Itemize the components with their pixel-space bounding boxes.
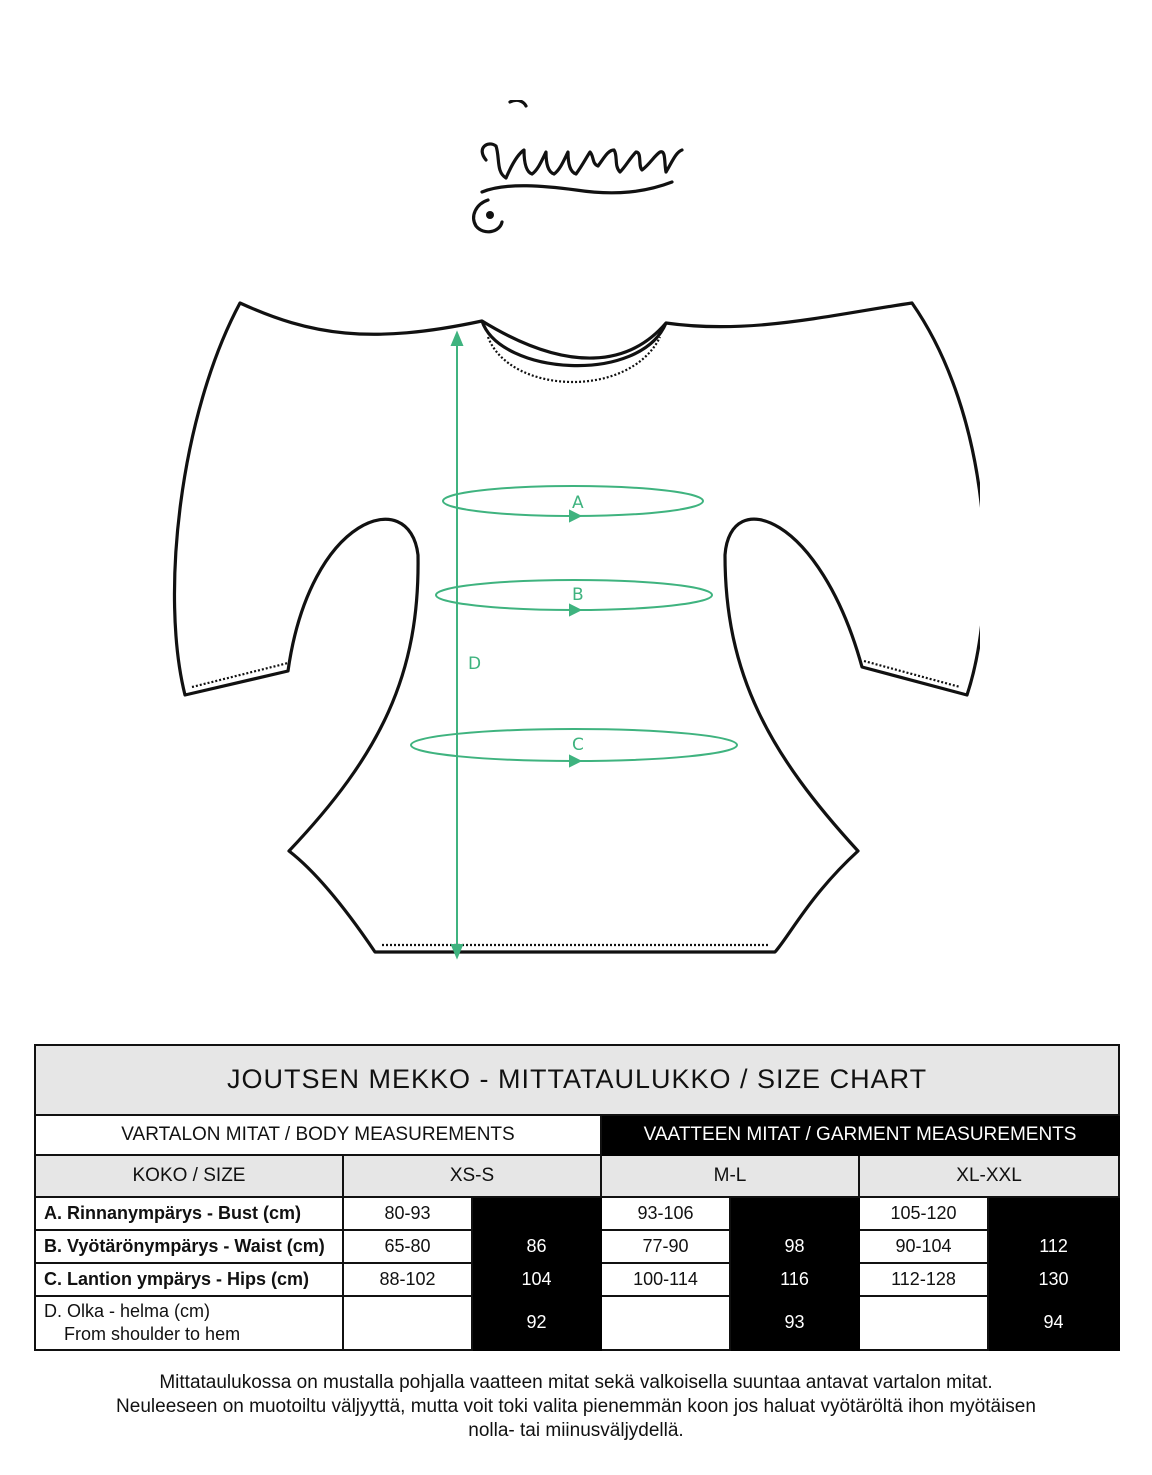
vuurran-logo xyxy=(466,100,696,250)
arrow-c-icon xyxy=(570,756,580,766)
cell-garment xyxy=(472,1197,601,1230)
cell-garment xyxy=(988,1197,1119,1230)
cell-body xyxy=(601,1296,730,1350)
cell-garment: 92 xyxy=(472,1296,601,1350)
row-label-hips: C. Lantion ympärys - Hips (cm) xyxy=(35,1263,343,1296)
body-measurements-header: VARTALON MITAT / BODY MEASUREMENTS xyxy=(35,1115,601,1155)
cell-body: 90-104 xyxy=(859,1230,988,1263)
size-chart xyxy=(34,1044,1120,1351)
label-a: A xyxy=(572,493,584,513)
logo-dot-icon xyxy=(486,211,494,219)
size-xl-xxl: XL-XXL xyxy=(859,1155,1119,1197)
cell-garment: 112 xyxy=(988,1230,1119,1263)
label-c: C xyxy=(572,735,584,755)
cell-body: 80-93 xyxy=(343,1197,472,1230)
size-label: KOKO / SIZE xyxy=(35,1155,343,1197)
footnote-line-3: nolla- tai miinusväljydellä. xyxy=(468,1420,684,1442)
cell-garment xyxy=(730,1197,859,1230)
cell-body xyxy=(859,1296,988,1350)
label-b: B xyxy=(572,585,584,605)
row-label-length xyxy=(35,1296,343,1350)
size-xs-s: XS-S xyxy=(343,1155,601,1197)
footnote-line-1: Mittataulukossa on mustalla pohjalla vaatteen mitat sekä valkoisella suuntaa antavat vartalon mitat. xyxy=(159,1372,993,1393)
table-row xyxy=(35,1296,1119,1350)
garment-outline xyxy=(174,303,980,952)
cell-body xyxy=(343,1296,472,1350)
neckline-rib xyxy=(488,337,660,382)
cell-body: 77-90 xyxy=(601,1230,730,1263)
cell-garment: 98 xyxy=(730,1230,859,1263)
cell-garment: 93 xyxy=(730,1296,859,1350)
cell-garment: 94 xyxy=(988,1296,1119,1350)
cell-body: 65-80 xyxy=(343,1230,472,1263)
footnote-line-2: Neuleeseen on muotoiltu väljyyttä, mutta voit toki valita pienemmän koon jos haluat vyötäröltä ihon myötäisen xyxy=(116,1396,1036,1418)
cell-garment: 116 xyxy=(730,1263,859,1296)
cell-body: 100-114 xyxy=(601,1263,730,1296)
size-m-l: M-L xyxy=(601,1155,859,1197)
cell-garment: 130 xyxy=(988,1263,1119,1296)
label-d: D xyxy=(468,654,482,674)
row-label-length-en: From shoulder to hem xyxy=(64,1324,241,1344)
cell-body: 93-106 xyxy=(601,1197,730,1230)
arrow-b-icon xyxy=(570,605,580,615)
neckline xyxy=(482,321,666,366)
row-label-bust: A. Rinnanympärys - Bust (cm) xyxy=(35,1197,343,1230)
cell-body: 88-102 xyxy=(343,1263,472,1296)
garment-measurements-header: VAATTEEN MITAT / GARMENT MEASUREMENTS xyxy=(601,1115,1119,1155)
row-label-waist: B. Vyötärönympärys - Waist (cm) xyxy=(35,1230,343,1263)
table-row xyxy=(35,1197,1119,1230)
row-label-length-fi: D. Olka - helma (cm) xyxy=(44,1300,211,1321)
right-cuff-rib xyxy=(864,661,960,687)
cell-garment: 104 xyxy=(472,1263,601,1296)
arrow-down-icon xyxy=(452,945,462,957)
garment-diagram xyxy=(170,295,980,965)
arrow-up-icon xyxy=(452,333,462,345)
table-row xyxy=(35,1230,1119,1263)
cell-garment: 86 xyxy=(472,1230,601,1263)
cell-body: 112-128 xyxy=(859,1263,988,1296)
footnote xyxy=(30,1371,1122,1443)
cell-body: 105-120 xyxy=(859,1197,988,1230)
table-row xyxy=(35,1263,1119,1296)
chart-title: JOUTSEN MEKKO - MITTATAULUKKO / SIZE CHART xyxy=(35,1045,1119,1115)
